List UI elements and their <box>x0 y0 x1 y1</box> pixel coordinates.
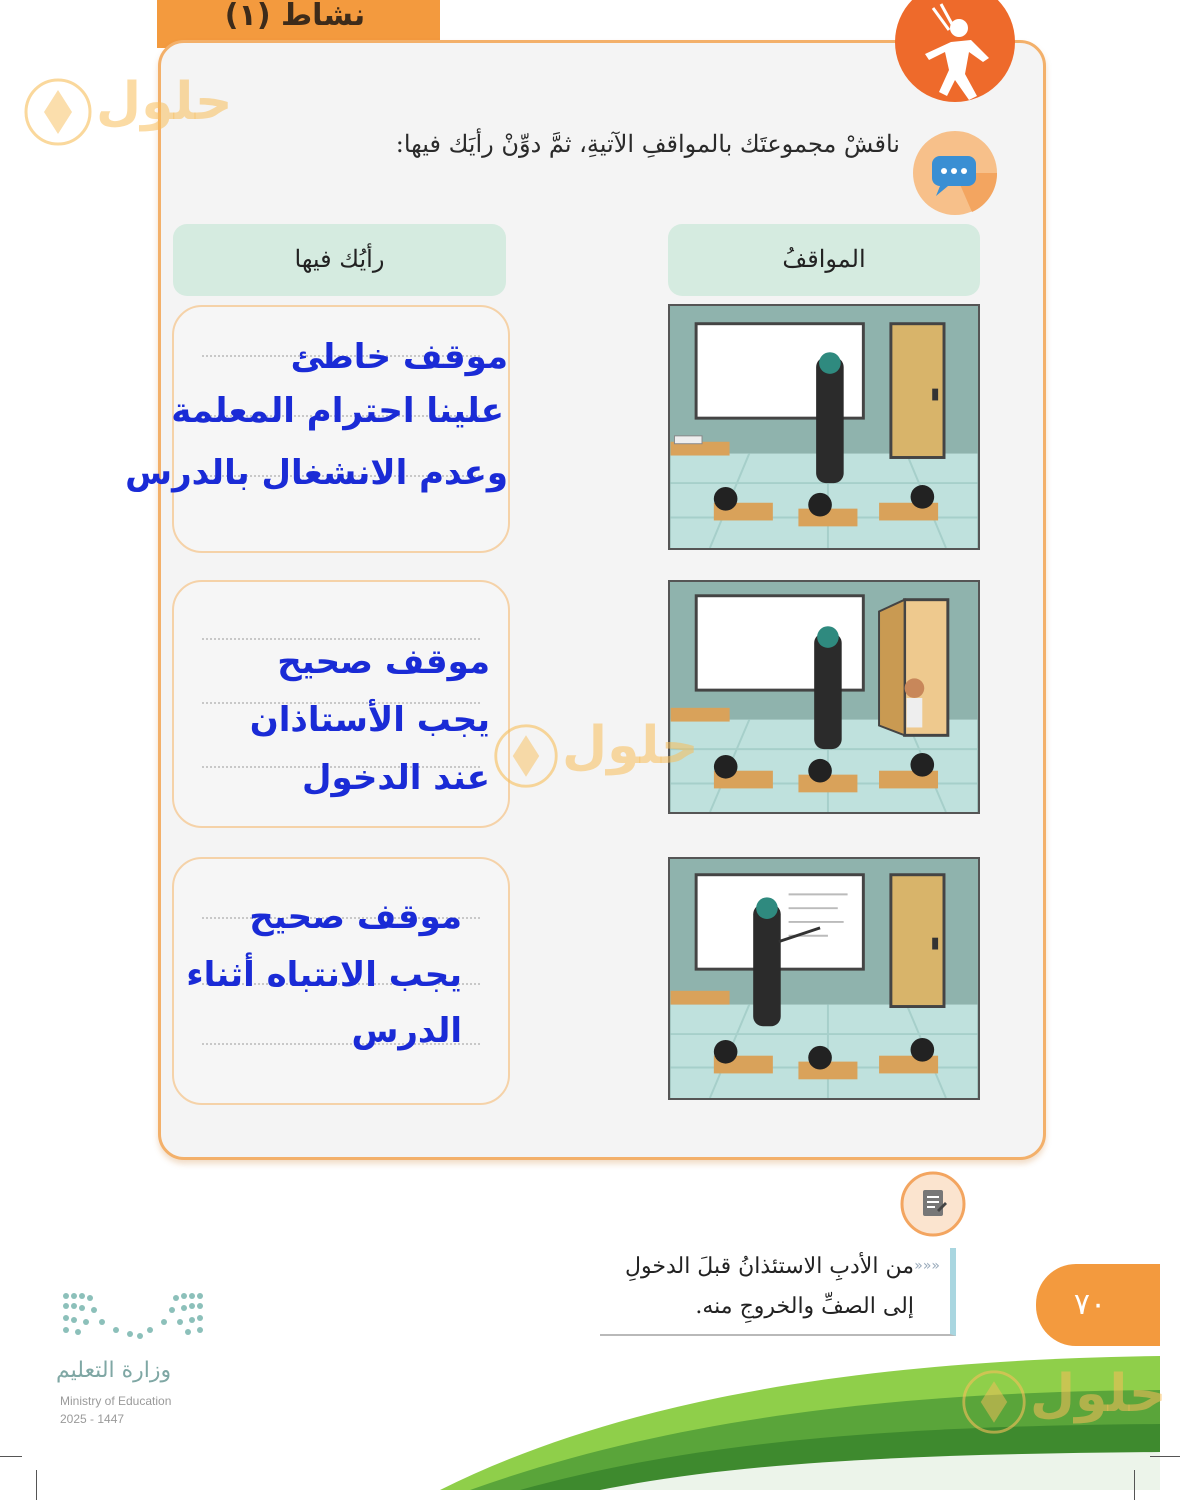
scene-2-image <box>668 580 980 814</box>
watermark-text: حلول <box>562 716 699 776</box>
crop-mark <box>1134 1470 1135 1500</box>
answer-3-line-1: موقف صحيح <box>249 897 462 937</box>
answer-3-line-2: يجب الانتباه أثناء <box>186 955 462 995</box>
answer-1-line-3: وعدم الانشغال بالدرس <box>125 453 508 493</box>
note-line-2: إلى الصفِّ والخروجِ منه. <box>695 1294 914 1319</box>
ministry-logo-icon <box>60 1290 206 1344</box>
discussion-icon <box>912 126 998 220</box>
answer-3-line-3: الدرس <box>351 1011 462 1051</box>
answer-2-line-1: موقف صحيح <box>277 642 490 682</box>
watermark-text: حلول <box>96 72 233 132</box>
answer-1-line-1: موقف خاطئ <box>290 337 508 377</box>
opinion-box-3[interactable] <box>172 857 510 1105</box>
note-icon <box>899 1170 967 1238</box>
ministry-name-ar: وزارة التعليم <box>56 1358 172 1383</box>
scene-1-image <box>668 304 980 550</box>
opinion-header: رأيُك فيها <box>173 224 506 296</box>
watermark-logo-icon <box>22 76 94 148</box>
crop-mark <box>0 1456 22 1457</box>
crop-mark <box>36 1470 37 1500</box>
ministry-year: 2025 - 1447 <box>60 1412 125 1426</box>
watermark-logo-icon <box>492 722 560 790</box>
instruction-text: ناقشْ مجموعتَك بالمواقفِ الآتيةِ، ثمَّ دوِّنْ رأيَك فيها: <box>395 130 900 158</box>
opinion-box-2[interactable] <box>172 580 510 828</box>
answer-2-line-3: عند الدخول <box>302 758 490 798</box>
activity-logo-icon <box>893 0 1017 110</box>
crop-mark <box>1150 1456 1180 1457</box>
ministry-name-en: Ministry of Education <box>60 1394 172 1408</box>
answer-1-line-2: علينا احترام المعلمة <box>171 391 504 431</box>
note-line-1: من الأدبِ الاستئذانُ قبلَ الدخولِ <box>625 1254 914 1279</box>
etiquette-note <box>600 1248 956 1336</box>
answer-2-line-2: يجب الأستاذان <box>249 700 490 740</box>
activity-title: نشاط (١) <box>224 0 366 33</box>
situations-header: المواقفُ <box>668 224 980 296</box>
quote-mark-icon: ««« <box>914 1258 940 1274</box>
opinion-box-1[interactable] <box>125 305 510 553</box>
watermark-text: حلول <box>1030 1364 1167 1424</box>
page-number: ٧٠ <box>1073 1287 1107 1322</box>
watermark-logo-icon <box>960 1368 1028 1436</box>
scene-3-image <box>668 857 980 1100</box>
